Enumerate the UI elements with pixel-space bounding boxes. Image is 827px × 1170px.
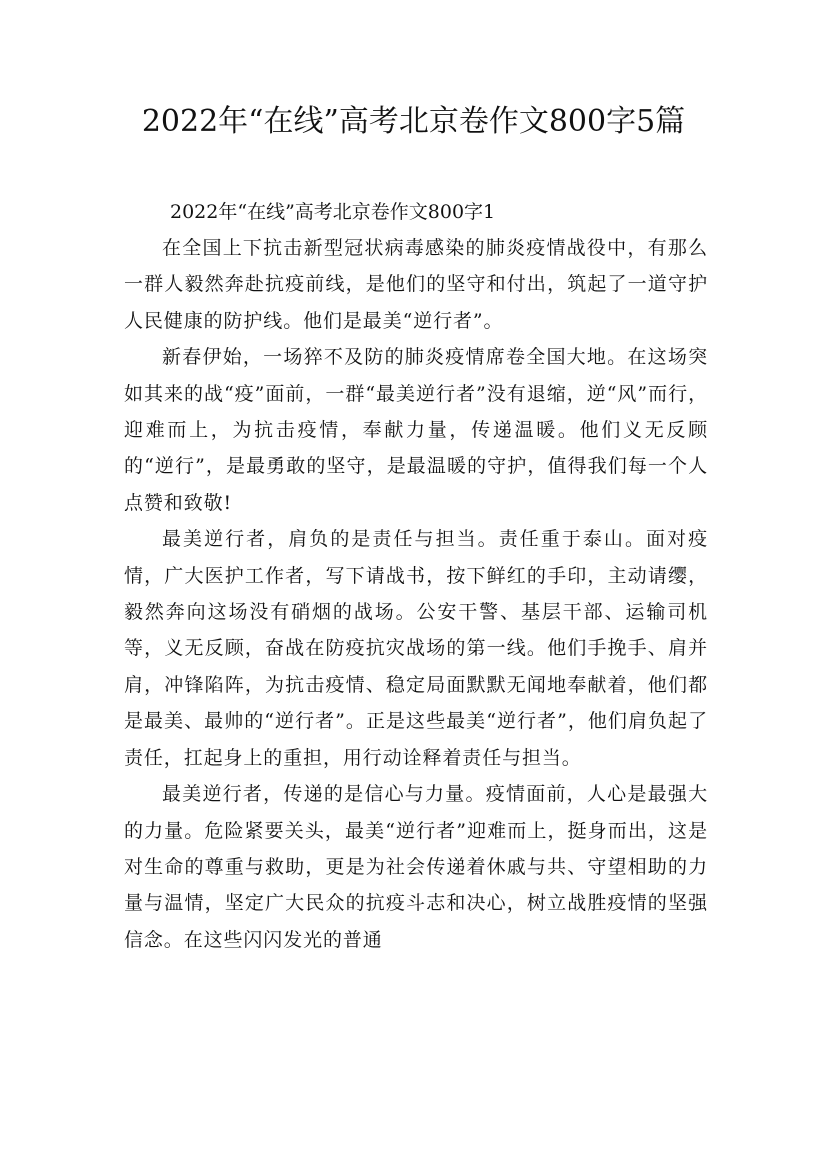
paragraph-2: 新春伊始，一场猝不及防的肺炎疫情席卷全国大地。在这场突如其来的战“疫”面前，一群“最美逆行者”没有退缩，逆“风”而行，迎难而上，为抗击疫情，奉献力量，传递温暖。他们义无反顾的“逆行”，是最勇敢的坚守，是最温暖的守护，值得我们每一个人点赞和致敬! (124, 346, 708, 514)
paragraph-4: 最美逆行者，传递的是信心与力量。疫情面前，人心是最强大的力量。危险紧要关头，最美“逆行者”迎难而上，挺身而出，这是对生命的尊重与救助，更是为社会传递着休戚与共、守望相助的力量与温情，坚定广大民众的抗疫斗志和决心，树立战胜疫情的坚强信念。在这些闪闪发光的普通 (124, 783, 708, 951)
paragraph-3: 最美逆行者，肩负的是责任与担当。责任重于泰山。面对疫情，广大医护工作者，写下请战书，按下鲜红的手印，主动请缨，毅然奔向这场没有硝烟的战场。公安干警、基层干部、运输司机等，义无反顾，奋战在防疫抗灾战场的第一线。他们手挽手、肩并肩，冲锋陷阵，为抗击疫情、稳定局面默默无闻地奉献着，他们都是最美、最帅的“逆行者”。正是这些最美“逆行者”，他们肩负起了责任，扛起身上的重担，用行动诠释着责任与担当。 (124, 528, 708, 769)
document-body (124, 194, 708, 958)
document-title: 2022年“在线”高考北京卷作文800字5篇 (141, 104, 686, 139)
section-heading: 2022年“在线”高考北京卷作文800字1 (170, 201, 496, 223)
paragraph-1: 在全国上下抗击新型冠状病毒感染的肺炎疫情战役中，有那么一群人毅然奔赴抗疫前线，是他们的坚守和付出，筑起了一道守护人民健康的防护线。他们是最美“逆行者”。 (124, 237, 708, 332)
